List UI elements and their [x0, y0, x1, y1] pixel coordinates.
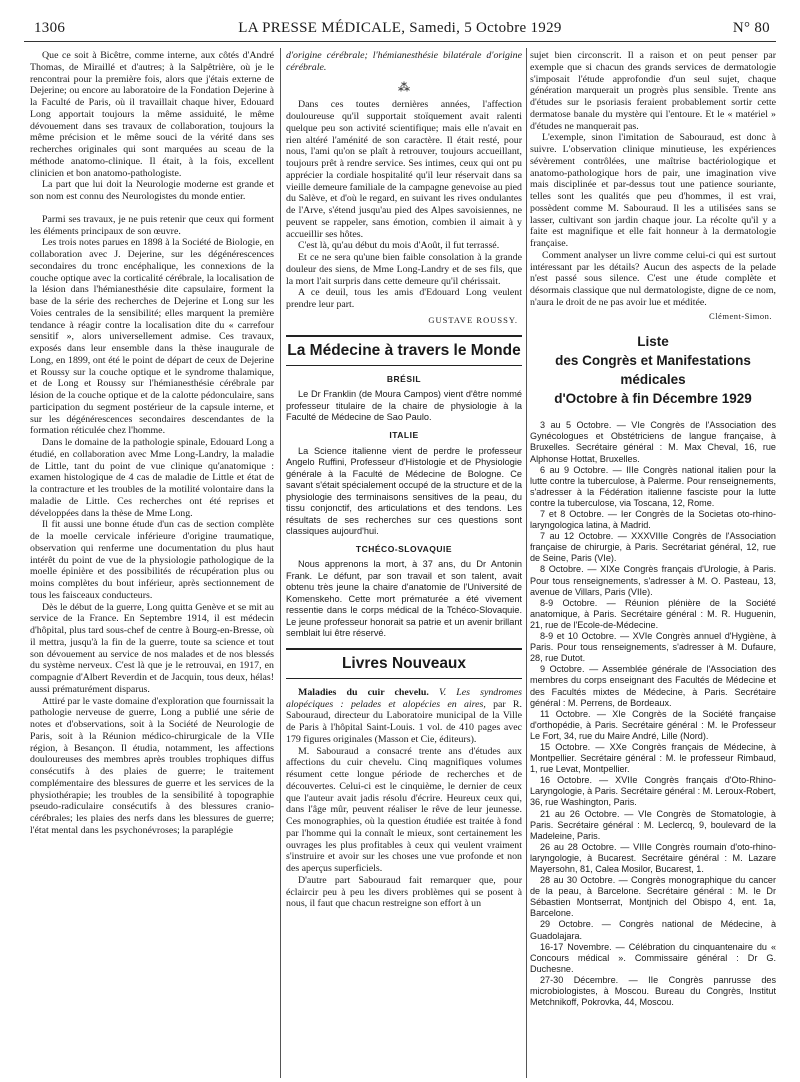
congress-item: 29 Octobre. — Congrès national de Médecine, à Guadolajara.	[530, 919, 776, 941]
congress-list-title	[530, 332, 776, 408]
issue-number: N° 80	[732, 20, 770, 36]
congress-item: 15 Octobre. — XXe Congrès français de Médecine, à Montpellier. Secrétaire général : M. le professeur Rimbaud, 1, rue Levat, Montpellier.	[530, 741, 776, 775]
news-item: Nous apprenons la mort, à 37 ans, du Dr Antonin Frank. Le défunt, par son travail et son talent, avait obtenu très jeune la chaire d'anatomie de l'Université de Komenskeho. Cette mort prématurée a été vivement ressentie dans le corps médical de la Tchéco-Slovaquie. Le jeune professeur honorait sa patrie et un avenir brillant semblait lui être réservé.	[286, 559, 522, 639]
book-entry	[286, 687, 522, 746]
author-signature: GUSTAVE ROUSSY.	[428, 314, 518, 325]
column-2	[286, 50, 522, 1078]
congress-item: 7 au 12 Octobre. — XXXVIIIe Congrès de l'Association française de chirurgie, à Paris. Secrétariat général, 12, rue de Seine, Paris (VIe).	[530, 531, 776, 564]
obituary-paragraph: Dans ces toutes dernières années, l'affection douloureuse qu'il supportait stoïquement avait ralenti quelque peu son activité scientifique; mais elle n'avait en rien altéré l'aménité de son caractère. Il était resté, pour nous, l'ami qu'on se plaît à retrouver, toujours accueillant, toujours prêt à rendre service. Ses intimes, ceux qui ont pu apprécier la cordiale hospitalité qu'il leur réservait dans sa vieille demeure familiale de la campagne genevoise au pied du Salève, et d'où le regard, en suivant les rives ondulantes de l'Arve, s'étend jusqu'au pied des Alpes savoisiennes, ne peuvent se rappeler, sans émotion, combien il aimait à y accueillir ses hôtes.	[286, 99, 522, 240]
obituary-paragraph: Dès le début de la guerre, Long quitta Genève et se mit au service de la France. En Septembre 1914, il est médecin d'hôpital, plus tard sous-chef de centre à Bourg-en-Bresse, où il mettra, jusqu'à la fin de la guerre, toute sa science et tout son dévouement au service de nos malades et de nos blessés du système nerveux. C'est là que je le retrouvai, en 1917, en compagnie d'Albert Reverdin et de Jacquin, tous deux, hélas! aussi prématurément disparus.	[30, 601, 274, 695]
review-signature: Clément-Simon.	[709, 310, 772, 321]
page-number: 1306	[34, 20, 66, 36]
review-paragraph: sujet bien circonscrit. Il a raison et on peut penser par exemple que si chacun des grands services de dermatologie s'imposait l'étude approfondie d'un seul sujet, chaque génération marquerait un progrès plus sensible. Trente ans d'études sur le psoriasis feraient probablement sortir cette dermatose banale du mystère qui l'entoure. Et le « matériel » d'études ne manquerait pas.	[530, 50, 776, 132]
congress-list-title-line: Liste	[637, 334, 669, 350]
section-header-medecine	[286, 335, 522, 366]
asterism-separator: ⁂	[398, 79, 410, 94]
obituary-paragraph: Attiré par le vaste domaine d'exploration que fournissait la pathologie nerveuse de guerre, Long a publié une série de notes et d'observations, soit à la Société de Neurologie de Paris, soit à la Réunion médico-chirurgicale de la VIIe région, à Besançon. Il étudia, notamment, les affections douloureuses des membres après troubles trophiques diffus consécutifs à des plaies de guerre; le traitement complémentaire des blessures de guerre et les services de la physiothérapie; les troubles de la sensibilité à topographie pseudo-radiculaire consécutifs à des blessures cranio-cérébrales; les plaies des nerfs dans les blessures de guerre; l'état mental dans les psychonévroses; la paraplégie	[30, 695, 274, 836]
congress-item: 7 et 8 Octobre. — Ier Congrès de la Societas oto-rhino-laryngologica latina, à Madrid.	[530, 509, 776, 531]
country-heading: BRÉSIL	[386, 373, 422, 384]
congress-item: 26 au 28 Octobre. — VIIIe Congrès roumain d'oto-rhino-laryngologie, à Bucarest. Secrétaire général : M. Lazare Mayersohn, 81, Calea Mosilor, Bucarest, 1.	[530, 841, 776, 874]
congress-item: 3 au 5 Octobre. — VIe Congrès de l'Association des Gynécologues et Obstétriciens de langue française, à Bruxelles. Secrétaire général : M. Max Cheval, 16, rue Alphonse Hottat, Bruxelles.	[530, 420, 776, 464]
obituary-paragraph: C'est là, qu'au début du mois d'Août, il fut terrassé.	[298, 240, 500, 252]
obituary-paragraph: Parmi ses travaux, je ne puis retenir que ceux qui forment les éléments principaux de son œuvre.	[30, 213, 274, 237]
congress-item: 16-17 Novembre. — Célébration du cinquantenaire du « Concours médical ». Commissaire général : Dr G. Duchesne.	[530, 941, 776, 974]
column-divider-2	[526, 48, 527, 1078]
book-title: Maladies du cuir chevelu.	[298, 686, 429, 698]
obituary-paragraph: Dans le domaine de la pathologie spinale, Edouard Long a étudié, en collaboration avec Mme Long-Landry, la maladie de Little, tant du point de vue clinique qu'anatomique : examen histologique de 4 cas de maladie de Little et état de la contracture et les troubles de la motilité volontaire dans la maladie de Little. Ces recherches ont été reprises et développées dans la thèse de Mme Long.	[30, 437, 274, 519]
congress-list	[530, 420, 776, 1008]
review-paragraph: L'exemple, sinon l'imitation de Sabouraud, est donc à suivre. L'observation clinique minutieuse, les expériences sévèrement contrôlées, une maîtrise bactériologique et anatomo-pathologique hors de pair, une imagination vive mais disciplinée et par-dessus tout une patience souriante, telles sont les qualités que peu d'hommes, il est vrai, possèdent comme M. Sabouraud. Il les a utilisées sans se lasser, cultivant son jardin chaque jour. La récolte qu'il y a faite est magnifique et elle fait honneur à la dermatologie française.	[530, 132, 776, 249]
section-header-livres	[286, 648, 522, 679]
section-title: La Médecine à travers le Monde	[287, 341, 521, 359]
congress-list-title-line: des Congrès et Manifestations médicales	[555, 353, 751, 388]
news-item: Le Dr Franklin (de Moura Campos) vient d'être nommé professeur titulaire de la chaire de physiologie à la Faculté de Médecine de Sao Paulo.	[286, 389, 522, 423]
obituary-paragraph: Et ce ne sera qu'une bien faible consolation à la grande douleur des siens, de Mme Long-Landry et de ses fils, que la mort l'ait surpris dans cette demeure qu'il chérissait.	[286, 252, 522, 287]
congress-item: 28 au 30 Octobre. — Congrès monographique du cancer de la peau, à Barcelone. Secrétaire général : M. le Dr Sébastien Montserrat, Montjnich del Obispo 4, ent. 1a, Barcelone.	[530, 875, 776, 919]
congress-item: 8-9 Octobre. — Réunion plénière de la Société anatomique, à Paris. Secrétaire général : M. R. Huguenin, 21, rue de l'Ecole-de-Médecine.	[530, 597, 776, 630]
congress-item: 16 Octobre. — XVIIe Congrès français d'Oto-Rhino-Laryngologie, à Paris. Secrétaire général : M. Leroux-Robert, 36, rue Washington, Paris.	[530, 775, 776, 808]
book-subtitle: V. Les syndromes alopéciques : pelades et alopécies en aires,	[286, 686, 522, 710]
congress-item: 21 au 26 Octobre. — VIe Congrès de Stomatologie, à Paris. Secrétaire général : M. Leclercq, 9, boulevard de la Madeleine, Paris.	[530, 808, 776, 841]
medecine-section	[286, 374, 522, 640]
review-paragraph: M. Sabouraud a consacré trente ans d'études aux affections du cuir chevelu. Cinq magnifiques volumes résument cette longue période de recherches et de découvertes. Celui-ci est le cinquième, le dernier de ceux que l'auteur avait jadis résolu d'écrire. Heureux ceux qui, dans l'âge mûr, peuvent réaliser le rêve de leur jeunesse. Ces monographies, où la question étudiée est traitée à fond par l'homme qui la connaît le mieux, sont certainement les ouvrages les plus profitables à ceux qui veulent vraiment s'instruire et avoir sur les choses une vue profonde et non des aperçus superficiels.	[286, 745, 522, 874]
congress-item: 27-30 Décembre. — IIe Congrès panrusse des microbiologistes, à Moscou. Bureau du Congrès, Institut Metchnikoff, Pokrovka, 44, Moscou.	[530, 974, 776, 1008]
section-title: Livres Nouveaux	[341, 654, 467, 672]
country-heading: TCHÉCO-SLOVAQUIE	[355, 543, 453, 554]
news-item: La Science italienne vient de perdre le professeur Angelo Ruffini, Professeur d'Histologie et de Physiologie générale à la Faculté de Médecine de Bologne. Ce savant s'était spécialement occupé de la structure et de la physiologie des terminaisons sensitives de la peau, du tissu conjonctif, des articulations et des tendons. Les résultats de ses recherches sur ces questions sont classiques aujourd'hui.	[286, 445, 522, 536]
obituary-paragraph: Que ce soit à Bicêtre, comme interne, aux côtés d'André Thomas, de Miraillé et d'autres; à la Salpêtrière, où je le rencontrai pour la première fois, alors que j'étais externe de Dejerine; ou encore au laboratoire de la Fondation Dejerine à la Faculté de Paris, où il travaillait chaque hiver, Edouard Long apportait toujours la même assiduité, le même dévouement dans ses travaux de collaboration, toujours la même précision et le même souci de la vérité dans ses recherches originales qui sont marquées au sceau de la méthode anatomo-clinique. Il était, à la fois, excellent clinicien et bon anatomo-pathologiste.	[30, 50, 274, 179]
header-rule	[24, 41, 776, 42]
obituary-paragraph: Les trois notes parues en 1898 à la Société de Biologie, en collaboration avec J. Dejerine, sur les dégénérescences secondaires du tronc encéphalique, les connexions de la couche optique avec la corticalité cérébrale, la localisation de la lésion dans l'hémianesthésie dite capsulaire, forment la base de la série des recherches de Dejerine et Long sur les Voies centrales de la sensibilité; elles marquent la première tendance à réagir contre la localisation dite du « carrefour sensitif », alors universellement admise. Ces travaux, exposés dans leur ensemble dans la thèse inaugurale de Long, en 1899, ont été le point de départ de ceux de Dejerine et Roussy sur la couche optique et le syndrome thalamique, et de Long et Roussy sur l'hémianesthésie cérébrale par lésion de la couche optique et de la calotte pédonculaire, sans participation du segment postérieur de la capsule interne, et sur les dégénérescences secondaires descendantes de la formation réticulée chez l'homme.	[30, 237, 274, 437]
obituary-paragraph: La part que lui doit la Neurologie moderne est grande et son nom est connu des Neurologistes du monde entier.	[30, 179, 274, 202]
column-3	[530, 50, 776, 1078]
column-divider-1	[280, 48, 281, 1078]
review-paragraph: Comment analyser un livre comme celui-ci qui est surtout intéressant par les détails? Aucun des aspects de la pelade n'est passé sous silence. C'est une étude complète et désormais classique que nul dermatologiste, digne de ce nom, n'aura le droit de ne pas avoir lue et méditée.	[530, 249, 776, 308]
obituary-continuation: d'origine cérébrale; l'hémianesthésie bilatérale d'origine cérébrale.	[286, 50, 522, 73]
obituary-paragraph: A ce deuil, tous les amis d'Edouard Long veulent prendre leur part.	[286, 287, 522, 310]
congress-list-title-line: d'Octobre à fin Décembre 1929	[554, 391, 752, 407]
book-details: par R. Sabouraud, directeur du Laboratoire municipal de la Ville de Paris à l'hôpital Saint-Louis. 1 vol. de 410 pages avec 179 figures originales (Masson et Cie, éditeurs).	[286, 698, 522, 745]
journal-title: LA PRESSE MÉDICALE, Samedi, 5 Octobre 1929	[238, 20, 562, 36]
congress-item: 8-9 et 10 Octobre. — XVIe Congrès annuel d'Hygiène, à Paris. Pour tous renseignements, s'adresser à M. Dufaure, 28, rue Dutot.	[530, 631, 776, 664]
review-paragraph: D'autre part Sabouraud fait remarquer que, pour éclaircir peu à peu les divers problèmes qui se posent à nous, il faut que chacun restreigne son effort à un	[286, 874, 522, 910]
page-header	[24, 14, 776, 40]
congress-item: 9 Octobre. — Assemblée générale de l'Association des membres du corps enseignant des Facultés de Médecine et des Facultés mixtes de Médecine, à Paris. Secrétaire général : M. Perrens, de Bordeaux.	[530, 664, 776, 708]
country-heading: ITALIE	[389, 429, 419, 440]
obituary-paragraph: Il fit aussi une bonne étude d'un cas de section complète de la moelle cervicale inférieure d'origine traumatique, observation qui renferme une documentation du plus haut intérêt du point de vue de la physiologie pathologique de la moelle épinière et des possibilités de récupération plus ou moins complètes du bout inférieur, après sectionnement de tous les faisceaux conducteurs.	[30, 519, 274, 601]
column-1	[30, 50, 274, 1078]
congress-item: 6 au 9 Octobre. — IIIe Congrès national italien pour la lutte contre la tuberculose, à Palerme. Pour renseignements, s'adresser à la Fédération italienne fasciste pour la lutte contre la tuberculose, via Toscana, 12, Rome.	[530, 464, 776, 508]
congress-item: 8 Octobre. — XIXe Congrès français d'Urologie, à Paris. Pour tous renseignements, s'adresser à M. O. Pasteau, 13, avenue de Villars, Paris (VIIe).	[530, 564, 776, 597]
congress-item: 11 Octobre. — XIe Congrès de la Société française d'orthopédie, à Paris. Secrétaire général : M. le Professeur Le Fort, 34, rue du Maire André, Lille (Nord).	[530, 708, 776, 741]
